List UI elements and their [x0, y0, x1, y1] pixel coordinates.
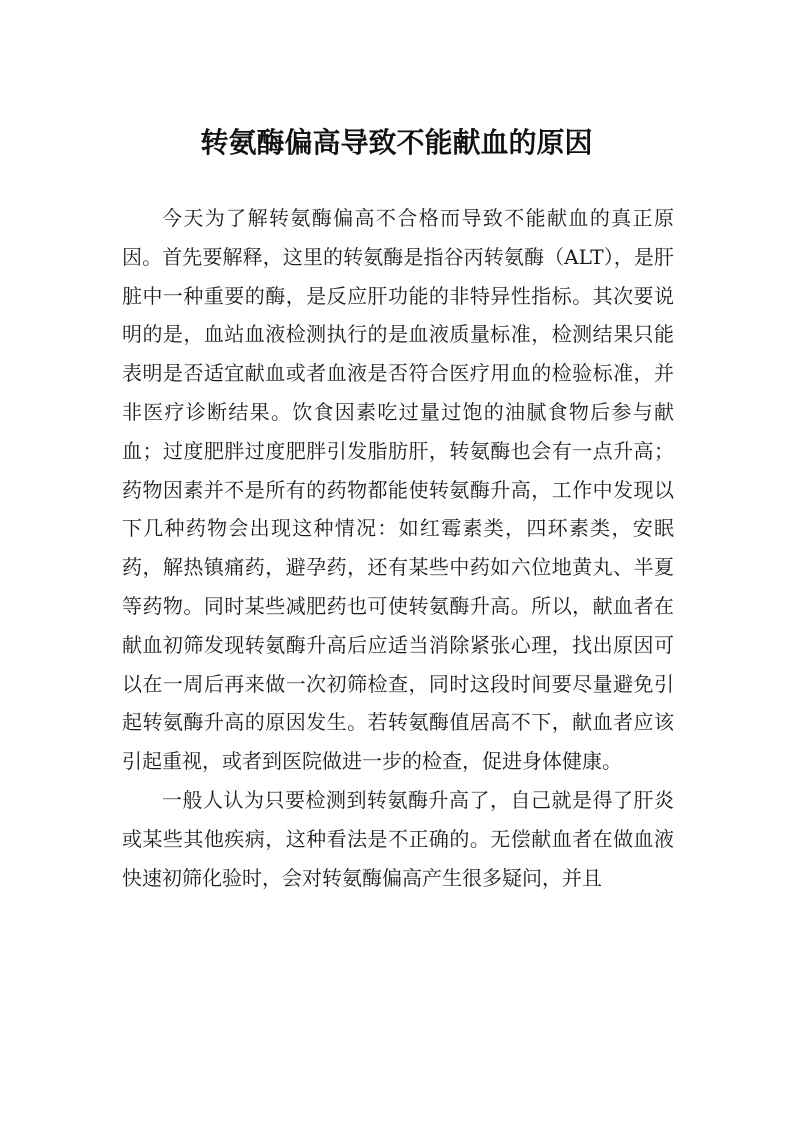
document-title: 转氨酶偏高导致不能献血的原因	[200, 125, 593, 159]
paragraph-1: 今天为了解转氨酶偏高不合格而导致不能献血的真正原因。首先要解释，这里的转氨酶是指谷丙转氨酶（ALT），是肝脏中一种重要的酶，是反应肝功能的非特异性指标。其次要说明的是，血站血液检测执行的是血液质量标准，检测结果只能表明是否适宜献血或者血液是否符合医疗用血的检验标准，并非医疗诊断结果。饮食因素吃过量过饱的油腻食物后参与献血；过度肥胖过度肥胖引发脂肪肝，转氨酶也会有一点升高；药物因素并不是所有的药物都能使转氨酶升高，工作中发现以下几种药物会出现这种情况：如红霉素类，四环素类，安眠药，解热镇痛药，避孕药，还有某些中药如六位地黄丸、半夏等药物。同时某些减肥药也可使转氨酶升高。所以，献血者在献血初筛发现转氨酶升高后应适当消除紧张心理，找出原因可以在一周后再来做一次初筛检查，同时这段时间要尽量避免引起转氨酶升高的原因发生。若转氨酶值居高不下，献血者应该引起重视，或者到医院做进一步的检查，促进身体健康。	[122, 206, 674, 774]
document-body	[122, 199, 674, 897]
paragraph-2: 一般人认为只要检测到转氨酶升高了，自己就是得了肝炎或某些其他疾病，这种看法是不正确的。无偿献血者在做血液快速初筛化验时，会对转氨酶偏高产生很多疑问，并且	[122, 787, 674, 890]
